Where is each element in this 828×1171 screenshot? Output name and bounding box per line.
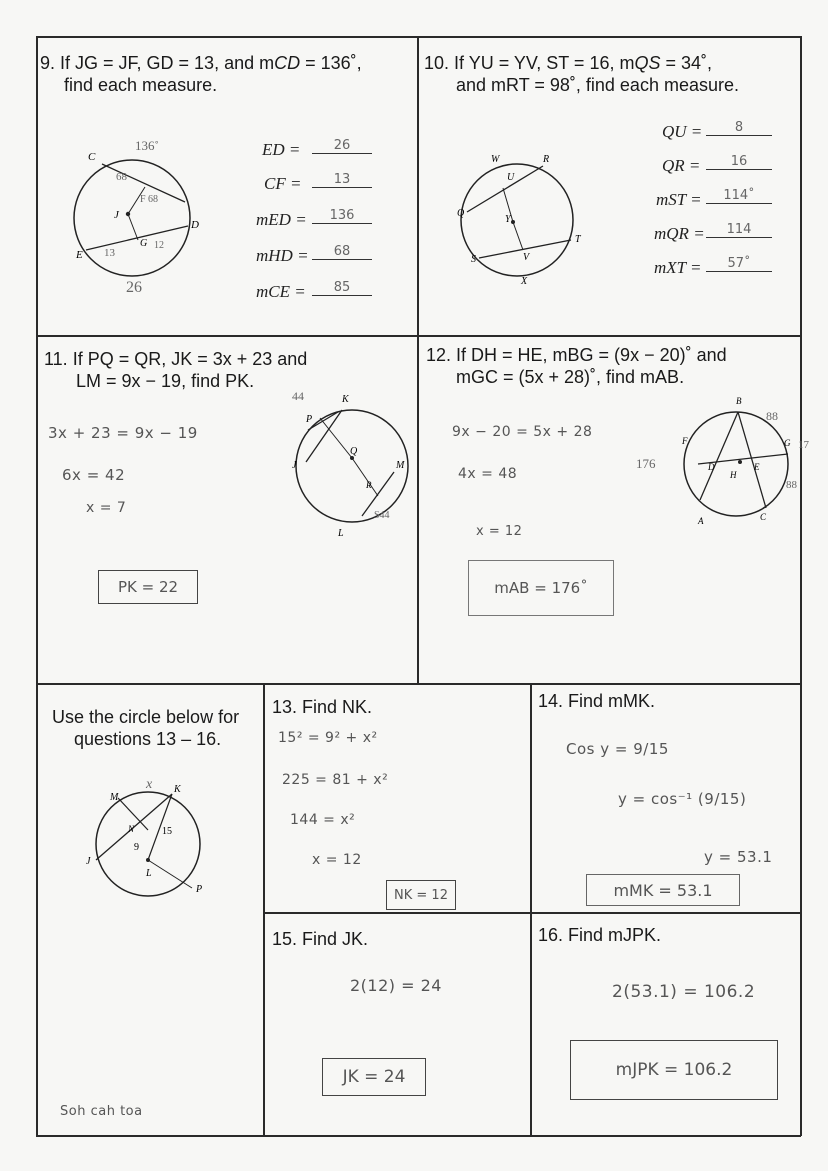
p13-fig-L: L — [146, 868, 152, 879]
p10-label-2: QR = — [662, 156, 701, 175]
p12-line2: mGC = (5x + 28)˚, find mAB. — [456, 367, 685, 387]
p9-line2: find each measure. — [64, 75, 218, 95]
p9-fig-26: 26 — [126, 279, 142, 296]
p12-fig-17: 17 — [798, 439, 809, 451]
p10-circle-figure — [455, 150, 595, 290]
p10-prompt — [424, 52, 794, 96]
p10-answer-5: 57˚ — [706, 256, 772, 272]
p12-fig-H: H — [730, 470, 737, 480]
p12-work-1: 9x − 20 = 5x + 28 — [452, 424, 593, 440]
p12-fig-C: C — [760, 512, 767, 522]
p12-work-2: 4x = 48 — [458, 466, 518, 482]
p9-fig-G: G — [140, 238, 148, 249]
p11-fig-M: M — [396, 460, 405, 471]
p13-16-intro — [52, 706, 262, 750]
p16-title: 16. Find mJPK. — [538, 925, 662, 945]
p10-line1 — [424, 52, 794, 74]
p9-answer-5: 85 — [312, 280, 372, 296]
p12-work-3: x = 12 — [476, 524, 523, 539]
p11-prompt — [44, 348, 414, 392]
p13-fig-x: x — [146, 777, 153, 792]
p10-fig-V: V — [523, 252, 530, 263]
p13-work-3: 144 = x² — [290, 812, 356, 828]
p10-fig-Q: Q — [457, 208, 465, 219]
p13-fig-M: M — [110, 792, 119, 803]
p10-fig-T: T — [575, 234, 581, 245]
p9-arc: CD — [274, 53, 301, 73]
p14-title: 14. Find mMK. — [538, 691, 656, 711]
p15-work-1: 2(12) = 24 — [350, 976, 442, 995]
p9-answer-2: 13 — [312, 172, 372, 188]
p9-label-1: ED = — [262, 140, 301, 159]
p14-work-2: y = cos⁻¹ (9/15) — [618, 790, 747, 808]
p9-fig-12: 12 — [154, 240, 164, 251]
p10-fig-S: S — [471, 254, 476, 265]
p13-fig-P: P — [196, 884, 203, 895]
p11-fig-K: K — [342, 394, 349, 405]
p9-label-5: mCE = — [256, 282, 306, 301]
p9-fig-F68: F 68 — [140, 194, 159, 205]
p11-work-1: 3x + 23 = 9x − 19 — [48, 424, 198, 442]
p10-label-4: mQR = — [654, 224, 705, 243]
p15-title: 15. Find JK. — [272, 929, 369, 949]
p10-title-end: = 34˚, — [660, 53, 713, 73]
p16-work-1: 2(53.1) = 106.2 — [612, 982, 756, 1002]
p9-answer-1: 26 — [312, 138, 372, 154]
p10-fig-X: X — [521, 276, 528, 287]
p10-line2: and mRT = 98˚, find each measure. — [456, 75, 739, 95]
p14-answer-box: mMK = 53.1 — [586, 874, 740, 906]
grid-row1 — [36, 335, 801, 337]
p9-label-3: mED = — [256, 210, 307, 229]
p12-fig-A: A — [698, 516, 704, 526]
p13-fig-K: K — [174, 784, 181, 795]
p12-fig-88b: 88 — [786, 479, 797, 491]
p13-title: 13. Find NK. — [272, 697, 373, 717]
p11-fig-L: L — [338, 528, 344, 539]
grid-right — [800, 36, 802, 1136]
p14-work-3: y = 53.1 — [704, 848, 773, 866]
p11-line1: 11. If PQ = QR, JK = 3x + 23 and — [44, 349, 308, 369]
p12-circle-figure — [636, 392, 809, 532]
bottom-note: Soh cah toa — [60, 1104, 143, 1119]
p11-answer-box: PK = 22 — [98, 570, 198, 604]
p12-line1: 12. If DH = HE, mBG = (9x − 20)˚ and — [426, 345, 727, 365]
p9-label-2: CF = — [264, 174, 302, 193]
p11-fig-44: 44 — [292, 389, 304, 403]
p10-label-5: mXT = — [654, 258, 702, 277]
intro-line1: Use the circle below for — [52, 707, 240, 727]
p13-work-2: 225 = 81 + x² — [282, 772, 389, 788]
p9-line1 — [40, 52, 410, 74]
p12-fig-F: F — [682, 436, 688, 446]
p9-fig-136: 136˚ — [135, 138, 159, 153]
grid-col-a — [263, 683, 265, 1135]
grid-col-b — [530, 683, 532, 1135]
intro-line2: questions 13 – 16. — [74, 729, 222, 749]
p14-work-1: Cos y = 9/15 — [566, 740, 669, 758]
p11-fig-R: R — [366, 480, 372, 490]
p9-fig-J: J — [114, 209, 119, 221]
p10-title: 10. If YU = YV, ST = 16, m — [424, 53, 635, 73]
p13-work-1: 15² = 9² + x² — [278, 730, 378, 746]
p12-fig-176: 176 — [636, 456, 656, 471]
grid-top — [36, 36, 801, 38]
p12-fig-E: E — [754, 462, 760, 472]
p11-fig-P: P — [306, 414, 313, 425]
p11-work-3: x = 7 — [86, 500, 127, 516]
p9-label-4: mHD = — [256, 246, 309, 265]
p9-circle-figure — [70, 130, 220, 300]
p12-fig-G: G — [784, 438, 791, 448]
p15-answer-box: JK = 24 — [322, 1058, 426, 1096]
p12-fig-B: B — [736, 396, 742, 406]
p11-work-2: 6x = 42 — [62, 466, 126, 484]
p10-answer-3: 114˚ — [706, 188, 772, 204]
p13-fig-15: 15 — [162, 826, 172, 837]
p9-title-end: = 136˚, — [300, 53, 362, 73]
p10-answer-1: 8 — [706, 120, 772, 136]
p11-fig-J: J — [292, 460, 297, 471]
p9-fig-13: 13 — [104, 247, 115, 259]
p13-work-4: x = 12 — [312, 852, 362, 868]
p10-label-1: QU = — [662, 122, 703, 141]
p10-answer-4: 114 — [706, 222, 772, 238]
p13-fig-N: N — [128, 824, 135, 834]
p9-answer-4: 68 — [312, 244, 372, 260]
p11-line2: LM = 9x − 19, find PK. — [76, 371, 255, 391]
p11-fig-S44: S44 — [374, 510, 390, 521]
p13-fig-J: J — [86, 856, 91, 867]
p11-circle-figure — [290, 388, 420, 538]
p12-fig-88: 88 — [766, 409, 778, 423]
p9-fig-C: C — [88, 151, 96, 163]
p12-answer-box: mAB = 176˚ — [468, 560, 614, 616]
p10-arc: QS — [634, 53, 661, 73]
grid-bottom — [36, 1135, 801, 1137]
p9-fig-E: E — [76, 249, 83, 261]
p12-prompt — [426, 344, 796, 388]
grid-row2 — [36, 683, 801, 685]
p13-answer-box: NK = 12 — [386, 880, 456, 910]
p13-fig-9: 9 — [134, 842, 139, 853]
grid-col-mid — [417, 36, 419, 684]
p9-title: 9. If JG = JF, GD = 13, and m — [40, 53, 275, 73]
p12-fig-D: D — [708, 462, 715, 472]
p11-fig-Q: Q — [350, 446, 358, 457]
p13-16-circle-figure — [84, 776, 224, 916]
p9-fig-68: 68 — [116, 171, 127, 183]
p16-answer-box: mJPK = 106.2 — [570, 1040, 778, 1100]
p10-answer-2: 16 — [706, 154, 772, 170]
p10-fig-R: R — [543, 154, 550, 165]
p9-prompt — [40, 52, 410, 96]
grid-left — [36, 36, 38, 1136]
p9-answer-3: 136 — [312, 208, 372, 224]
p10-label-3: mST = — [656, 190, 702, 209]
p9-fig-D: D — [191, 219, 199, 231]
p10-fig-U: U — [507, 172, 515, 183]
grid-row3 — [263, 912, 801, 914]
p10-fig-Y: Y — [505, 214, 511, 225]
p10-fig-W: W — [491, 154, 500, 165]
